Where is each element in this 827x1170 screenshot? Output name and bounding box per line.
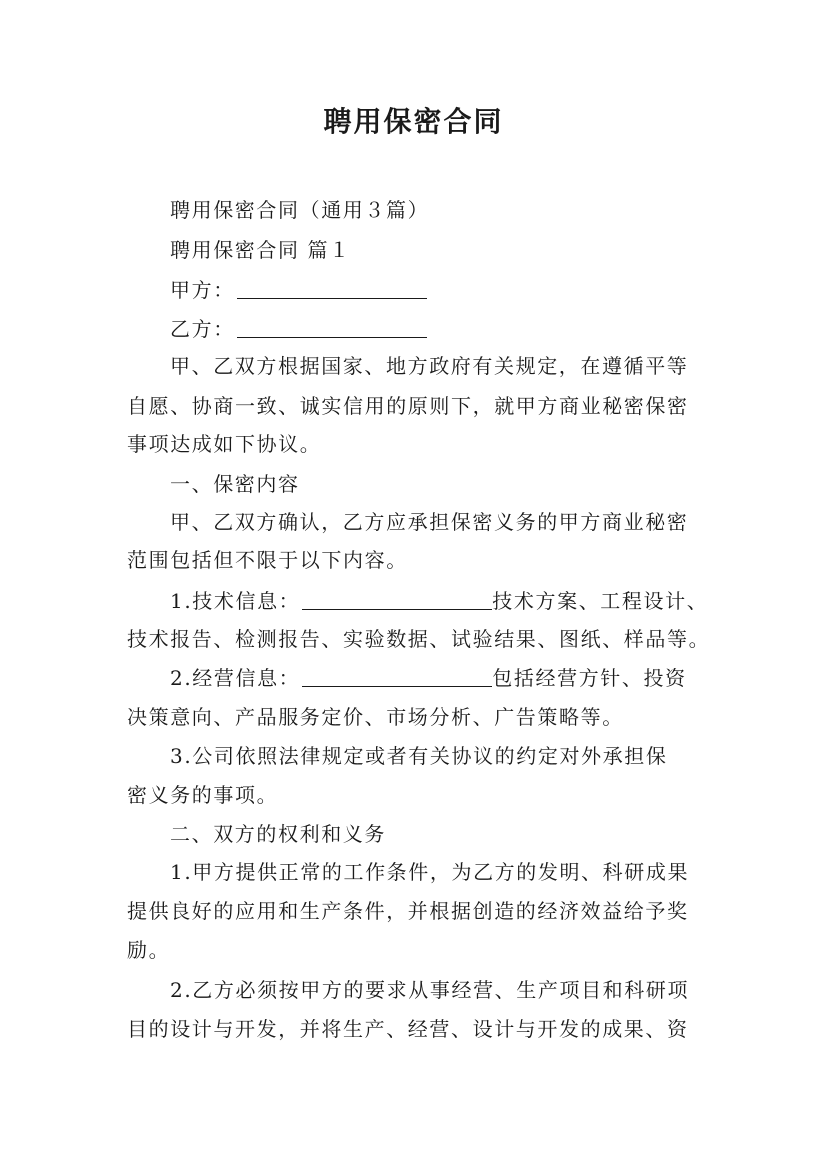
party-a-label: 甲方：: [170, 278, 235, 302]
paragraph-line: 甲、乙双方确认，乙方应承担保密义务的甲方商业秘密: [170, 510, 689, 534]
paragraph-line: 范围包括但不限于以下内容。: [127, 548, 408, 572]
business-info-label: 2.经营信息：: [170, 666, 301, 690]
party-a-line: [170, 276, 770, 304]
tech-info-blank: [302, 589, 492, 610]
tech-info-tail: 技术方案、工程设计、: [492, 589, 709, 613]
subtitle-line: 聘用保密合同（通用３篇）: [170, 198, 430, 222]
paragraph-line: 目的设计与开发，并将生产、经营、设计与开发的成果、资: [127, 1017, 689, 1041]
section-heading: 二、双方的权利和义务: [170, 822, 386, 846]
paragraph-line: 提供良好的应用和生产条件，并根据创造的经济效益给予奖: [127, 899, 689, 923]
section-heading: 聘用保密合同 篇１: [170, 238, 351, 262]
paragraph-line: 技术报告、检测报告、实验数据、试验结果、图纸、样品等。: [127, 627, 711, 651]
paragraph-line: 事项达成如下协议。: [127, 432, 322, 456]
tech-info-line: [170, 587, 770, 615]
document-title: 聘用保密合同: [323, 105, 504, 138]
section-heading: 一、保密内容: [170, 472, 300, 496]
paragraph-line: 3.公司依照法律规定或者有关协议的约定对外承担保: [170, 744, 668, 768]
business-info-line: [170, 664, 770, 692]
paragraph-line: 1.甲方提供正常的工作条件，为乙方的发明、科研成果: [170, 860, 690, 884]
tech-info-label: 1.技术信息：: [170, 589, 301, 613]
paragraph-line: 密义务的事项。: [127, 783, 279, 807]
paragraph-line: 2.乙方必须按甲方的要求从事经营、生产项目和科研项: [170, 978, 690, 1002]
party-b-label: 乙方：: [170, 317, 235, 341]
party-b-blank: [237, 317, 427, 338]
party-a-blank: [237, 278, 427, 299]
paragraph-line: 励。: [127, 938, 171, 962]
business-info-blank: [302, 666, 492, 687]
paragraph-line: 自愿、协商一致、诚实信用的原则下，就甲方商业秘密保密: [127, 394, 689, 418]
paragraph-line: 决策意向、产品服务定价、市场分析、广告策略等。: [127, 705, 624, 729]
business-info-tail: 包括经营方针、投资: [492, 666, 687, 690]
party-b-line: [170, 315, 770, 343]
paragraph-line: 甲、乙双方根据国家、地方政府有关规定，在遵循平等: [170, 354, 689, 378]
